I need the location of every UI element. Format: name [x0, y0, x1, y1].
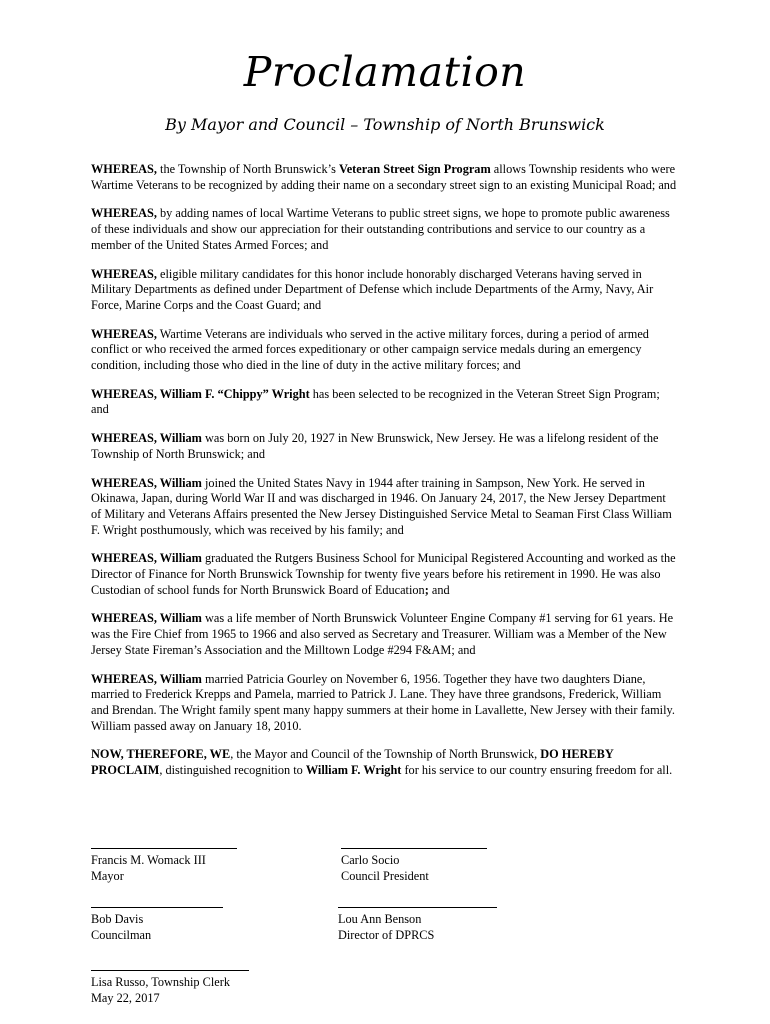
signer-title: Director of DPRCS — [338, 927, 435, 942]
paragraph-lead: WHEREAS, — [91, 162, 157, 176]
paragraph-lead: WHEREAS, William — [91, 671, 202, 686]
honoree-name: William F. Wright — [305, 763, 402, 778]
signer-title: Council President — [341, 868, 429, 883]
paragraph-bold-tail: ; — [424, 582, 429, 597]
signature-line — [341, 848, 487, 849]
paragraph-lead: WHEREAS, William F. “Chippy” Wright — [91, 386, 310, 401]
signature-director — [338, 907, 497, 943]
whereas-paragraph — [91, 206, 679, 253]
signature-clerk — [91, 970, 249, 1006]
paragraph-lead: WHEREAS, William — [91, 551, 202, 566]
signature-mayor — [91, 848, 237, 884]
signer-title: Mayor — [91, 868, 124, 883]
program-name: Veteran Street Sign Program — [338, 162, 491, 176]
signature-line — [91, 970, 249, 971]
signature-line — [338, 907, 497, 908]
paragraph-text: joined the United States Navy in 1944 after training in Sampson, New York. He served in Okinawa, Japan, during World War II and was discharged in 1946. On January 24, 2017, the New Jersey Department of Military and Veterans Affairs presented the New Jersey Distinguished Service Metal to Seaman First Class William F. Wright posthumously, which was received by his family; and — [91, 475, 672, 537]
whereas-paragraph — [91, 431, 679, 462]
paragraph-lead: WHEREAS, William — [91, 611, 202, 626]
signer-name: Carlo Socio — [341, 853, 400, 867]
whereas-paragraph — [91, 551, 679, 598]
paragraph-lead: NOW, THEREFORE, WE — [91, 747, 231, 762]
paragraph-text: married Patricia Gourley on November 6, 1956. Together they have two daughters Diane, married to Frederick Krepps and Pamela, married to Patrick J. Lane. They have three grandsons, Frederick, William and Brendan. The Wright family spent many happy summers at their home in Lavallette, New Jersey with their family. William passed away on January 18, 2010. — [91, 671, 675, 733]
paragraph-text: for his service to our country ensuring freedom for all. — [401, 763, 673, 778]
whereas-paragraph — [91, 162, 679, 193]
signature-date: May 22, 2017 — [91, 990, 160, 1005]
paragraph-text: , distinguished recognition to — [159, 763, 306, 778]
paragraph-lead: WHEREAS, — [91, 206, 157, 221]
signature-block — [91, 838, 679, 1018]
whereas-paragraph — [91, 327, 679, 374]
paragraph-text: the Township of North Brunswick’s — [156, 162, 339, 176]
document-title: Proclamation — [243, 48, 527, 96]
signer-name: Lisa Russo, Township Clerk — [91, 975, 230, 989]
whereas-paragraph — [91, 476, 679, 539]
paragraph-text: has been selected to be recognized in the Veteran Street Sign Program; and — [91, 386, 660, 417]
whereas-paragraph — [91, 387, 679, 418]
proclaim-phrase: DO HEREBY PROCLAIM — [91, 747, 614, 778]
paragraph-text: allows Township residents who were Wartime Veterans to be recognized by adding their name on a secondary street sign to an existing Municipal Road; and — [91, 162, 677, 192]
signature-line — [91, 907, 223, 908]
signer-title: Councilman — [91, 927, 152, 942]
whereas-paragraph — [91, 611, 679, 658]
signature-line — [91, 848, 237, 849]
signature-council-president — [341, 848, 487, 884]
signer-name: Francis M. Womack III — [91, 853, 206, 867]
paragraph-text: eligible military candidates for this honor include honorably discharged Veterans having served in Military Departments as defined under Department of Defense which include Departments of the Army, Navy, Air Force, Marine Corps and the Coast Guard; and — [91, 266, 654, 312]
signer-name: Lou Ann Benson — [338, 912, 422, 926]
paragraph-text: Wartime Veterans are individuals who served in the active military forces, during a period of armed conflict or who received the armed forces expeditionary or other campaign service medals during an emergency condition, including those who died in the line of duty in the active military forces; and — [91, 326, 649, 373]
paragraph-lead: WHEREAS, — [91, 266, 157, 281]
paragraph-lead: WHEREAS, William — [91, 431, 202, 446]
paragraph-text: was born on July 20, 1927 in New Brunswick, New Jersey. He was a lifelong resident of the Township of North Brunswick; and — [91, 431, 659, 461]
paragraph-text: by adding names of local Wartime Veterans to public street signs, we hope to promote public awareness of these individuals and show our appreciation for their outstanding contributions and service to our country as a member of the United States Armed Forces; and — [91, 206, 670, 252]
paragraph-text: graduated the Rutgers Business School for Municipal Registered Accounting and worked as the Director of Finance for North Brunswick Township for twenty five years before his retirement in 1990. He was also Custodian of school funds for North Brunswick Board of Education — [91, 551, 676, 597]
whereas-paragraph — [91, 672, 679, 735]
signer-name: Bob Davis — [91, 912, 144, 926]
paragraph-tail: and — [428, 582, 450, 597]
proclamation-body — [91, 162, 679, 792]
document-subtitle: By Mayor and Council – Township of North Brunswick — [165, 115, 605, 134]
paragraph-lead: WHEREAS, — [91, 326, 157, 341]
whereas-paragraph — [91, 267, 679, 314]
signature-councilman — [91, 907, 223, 943]
proclaim-paragraph — [91, 747, 679, 778]
paragraph-text: was a life member of North Brunswick Volunteer Engine Company #1 serving for 61 years. He was the Fire Chief from 1965 to 1966 and also served as Secretary and Treasurer. William was a Member of the New Jersey State Fireman’s Association and the Milltown Lodge #294 F&AM; and — [91, 611, 674, 657]
paragraph-text: , the Mayor and Council of the Township of North Brunswick, — [230, 747, 541, 762]
paragraph-lead: WHEREAS, William — [91, 475, 202, 490]
